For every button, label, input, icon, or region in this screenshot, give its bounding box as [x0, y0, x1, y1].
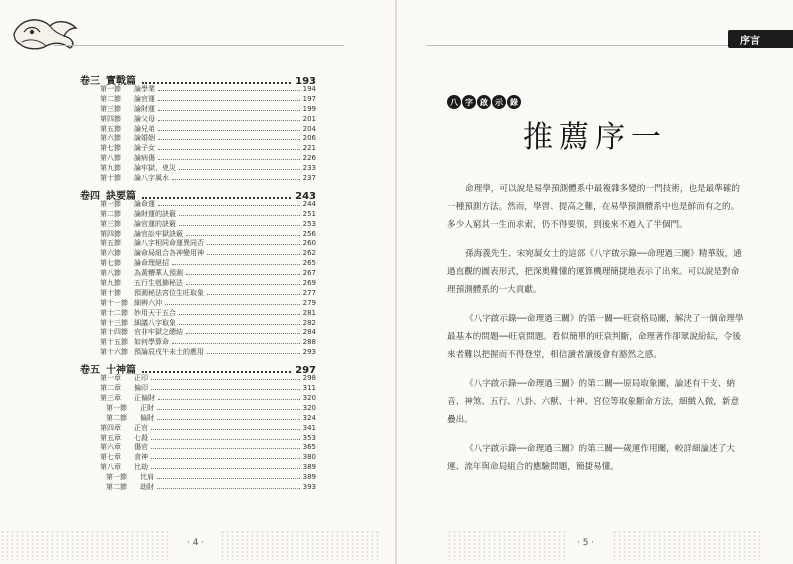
toc-entry-page: 282 [302, 318, 316, 327]
toc-entry-number: 第六節 [100, 249, 121, 258]
toc-leader-dots [179, 314, 300, 315]
toc-entry-page: 389 [302, 473, 316, 482]
toc-entry-title: 論婚姻 [134, 134, 155, 143]
toc-entry-number: 第一節 [100, 199, 121, 208]
toc-entry-page: 267 [302, 269, 316, 278]
toc-leader-dots [158, 205, 300, 206]
toc-volume-heading[interactable] [80, 72, 316, 85]
toc-entry[interactable] [80, 125, 316, 135]
toc-entry[interactable] [80, 434, 316, 444]
toc-entry-title: 傷官 [134, 443, 148, 452]
toc-entry-title: 偏印 [134, 384, 148, 393]
series-label-char: 八 [447, 95, 461, 109]
toc-entry-title: 偏財 [140, 413, 154, 422]
toc-entry-number: 第十一節 [100, 298, 128, 307]
toc-entry-number: 第二節 [100, 94, 121, 103]
toc-leader-dots [172, 264, 300, 265]
toc-entry-page: 389 [302, 463, 316, 472]
toc-leader-dots [158, 130, 300, 131]
toc-leader-dots [151, 458, 300, 459]
toc-entry-number: 第十三節 [100, 318, 128, 327]
toc-entry[interactable] [80, 473, 316, 483]
toc-entry[interactable] [80, 338, 316, 348]
toc-entry[interactable] [80, 144, 316, 154]
toc-leader-dots [179, 215, 300, 216]
toc-entry-title: 論兄弟 [134, 124, 155, 133]
toc-entry-title: 細議八字取象 [134, 318, 176, 327]
scan-noise [447, 530, 567, 560]
toc-entry-title: 論八字相同命運異同否 [134, 239, 204, 248]
toc-leader-dots [207, 353, 300, 354]
toc-entry-title: 論官運 [134, 94, 155, 103]
toc-entry-title: 七殺 [134, 433, 148, 442]
toc-entry-page: 320 [302, 393, 316, 402]
toc-entry-page: 237 [302, 174, 316, 183]
paragraph: 《八字啟示錄──命理過三關》的第一關──旺衰格局關，解決了一個命理學最基本的問題──旺衰問題。看似簡單的旺衰判斷，命理著作卻眾說紛紜，令後來者難以把握而不得登堂，相信讀者讀後會有豁然之感。 [447, 314, 744, 360]
toc-entry-title: 論命理絕招 [134, 259, 169, 268]
toc-leader-dots [165, 304, 300, 305]
toc-entry-title: 為黃糟華人預測 [134, 269, 183, 278]
toc-entry-page: 256 [302, 229, 316, 238]
toc-entry-number: 第二節 [106, 413, 127, 422]
toc-entry[interactable] [80, 384, 316, 394]
toc-entry-title: 劫財 [140, 482, 154, 491]
toc-entry-page: 194 [302, 85, 316, 93]
toc-entry-number: 第九節 [100, 164, 121, 173]
left-page [0, 0, 396, 564]
toc-entry-page: 201 [302, 114, 316, 123]
toc-entry-number: 第四節 [100, 229, 121, 238]
toc-entry-page: 279 [302, 298, 316, 307]
toc-entry-number: 第十六節 [100, 348, 128, 357]
toc-page-number: 193 [295, 76, 316, 87]
toc-entry[interactable] [80, 299, 316, 309]
toc-page-number: 297 [295, 365, 316, 377]
toc-leader-dots [151, 429, 300, 430]
toc-leader-dots [158, 139, 300, 140]
toc-entry-page: 281 [302, 308, 316, 317]
toc-entry-title: 論官訟牢獄訣竅 [134, 229, 183, 238]
toc-volume-heading[interactable] [80, 361, 316, 377]
toc-entry-title: 比肩 [140, 473, 154, 482]
toc-entry-number: 第七章 [100, 453, 121, 462]
page-number-left: · 4 · [187, 538, 205, 548]
toc-entry[interactable] [80, 394, 316, 404]
toc-entry-title: 五行生剋篩秘法 [134, 279, 183, 288]
series-label-char: 錄 [507, 95, 521, 109]
toc-entry-title: 論牢獄、兇災 [134, 164, 176, 173]
toc-entry-title: 論病傷 [134, 154, 155, 163]
paragraph: 《八字啟示錄──命理過三關》的第二關──原局取象關，論述有干支、納音、神煞、五行、八卦、六獸、十神、宮位等取象斷命方法，細緻入微，新意疊出。 [447, 379, 740, 425]
toc-entry-title: 食神 [134, 453, 148, 462]
toc-entry-title: 如何學算命 [134, 338, 169, 347]
toc-entry-page: 197 [302, 94, 316, 103]
toc-entry-title: 論官運的訣竅 [134, 219, 176, 228]
toc-leader-dots [207, 254, 300, 255]
toc-entry[interactable] [80, 200, 316, 210]
toc-entry[interactable] [80, 463, 316, 473]
toc-leader-dots [186, 235, 300, 236]
toc-entry-number: 第三節 [100, 219, 121, 228]
toc-entry[interactable] [80, 154, 316, 164]
toc-entry-number: 第十四節 [100, 328, 128, 337]
toc-entry[interactable] [80, 483, 316, 493]
toc-entry-number: 第十節 [100, 288, 121, 297]
toc-entry[interactable] [80, 239, 316, 249]
toc-leader-dots [158, 100, 300, 101]
toc-volume-title: 十神篇 [106, 365, 136, 377]
toc-volume-number: 卷五 [80, 365, 100, 377]
section-tab-label: 序言 [740, 36, 760, 47]
toc-entry-page: 380 [302, 453, 316, 462]
toc-leader-dots [186, 274, 300, 275]
toc-entry[interactable] [80, 115, 316, 125]
toc-entry-title: 預測秘法宮位生旺取象 [134, 288, 204, 297]
toc-leader-dots [179, 225, 300, 226]
toc-entry-title: 預論辰戌午未土的應用 [134, 348, 204, 357]
toc-entry-title: 正官 [134, 423, 148, 432]
toc-leader-dots [157, 488, 300, 489]
toc-leader-dots [151, 448, 300, 449]
toc-entry-page: 226 [302, 154, 316, 163]
toc-entry-page: 233 [302, 164, 316, 173]
toc-entry-number: 第六章 [100, 443, 121, 452]
toc-volume-number: 卷四 [80, 190, 100, 202]
toc-entry-page: 353 [302, 433, 316, 442]
toc-entry-title: 正偏財 [134, 393, 155, 402]
toc-entry[interactable] [80, 249, 316, 259]
scan-noise [220, 530, 380, 560]
toc-entry-page: 341 [302, 423, 316, 432]
toc-entry-page: 288 [302, 338, 316, 347]
toc-entry-page: 393 [302, 482, 316, 491]
toc-leader-dots [142, 197, 291, 199]
toc-entry-page: 293 [302, 348, 316, 357]
toc-volume-title: 實戰篇 [106, 76, 136, 87]
toc-entry[interactable] [80, 443, 316, 453]
toc-entry-title: 正印 [134, 374, 148, 383]
toc-entry[interactable] [80, 328, 316, 338]
scan-noise [612, 530, 762, 560]
toc-leader-dots [207, 244, 300, 245]
toc-leader-dots [179, 169, 300, 170]
toc-entry-number: 第五章 [100, 433, 121, 442]
toc-entry-page: 311 [302, 384, 316, 393]
toc-entry[interactable] [80, 289, 316, 299]
section-tab [728, 30, 793, 48]
toc-entry-number: 第十節 [100, 174, 121, 183]
toc-entry-number: 第五節 [100, 124, 121, 133]
toc-entry-number: 第一節 [106, 473, 127, 482]
toc-entry-title: 細辨六沖 [134, 298, 162, 307]
toc-leader-dots [158, 110, 300, 111]
toc-leader-dots [142, 371, 291, 373]
header-rule [427, 45, 757, 46]
toc-entry-title: 論學業 [134, 85, 155, 93]
toc-entry-title: 論命局組合各神變用神 [134, 249, 204, 258]
toc-entry-page: 269 [302, 279, 316, 288]
toc-entry[interactable] [80, 269, 316, 279]
toc-entry-number: 第六節 [100, 134, 121, 143]
toc-leader-dots [157, 478, 300, 479]
toc-entry-number: 第二章 [100, 384, 121, 393]
toc-entry-title: 論命運 [134, 199, 155, 208]
toc-entry-title: 妙用天干五合 [134, 308, 176, 317]
toc-leader-dots [186, 333, 300, 334]
toc-entry[interactable] [80, 105, 316, 115]
toc-entry-page: 204 [302, 124, 316, 133]
toc-entry-number: 第三節 [100, 104, 121, 113]
toc-leader-dots [172, 343, 300, 344]
toc-entry-page: 265 [302, 259, 316, 268]
toc-leader-dots [151, 439, 300, 440]
toc-entry-page: 298 [302, 374, 316, 383]
toc-entry[interactable] [80, 174, 316, 184]
toc-entry-number: 第二節 [100, 209, 121, 218]
toc-leader-dots [186, 284, 300, 285]
toc-entry-title: 論八字風水 [134, 174, 169, 183]
dragon-logo-icon [10, 12, 82, 52]
series-label [447, 95, 521, 109]
toc-entry-page: 262 [302, 249, 316, 258]
toc-entry-number: 第三章 [100, 393, 121, 402]
toc-entry-number: 第一章 [100, 374, 121, 383]
toc-entry[interactable] [80, 348, 316, 358]
series-label-char: 啟 [477, 95, 491, 109]
toc-leader-dots [157, 419, 300, 420]
table-of-contents [80, 72, 316, 493]
toc-entry-number: 第十五節 [100, 338, 128, 347]
toc-entry-title: 論財運的訣竅 [134, 209, 176, 218]
toc-entry-page: 284 [302, 328, 316, 337]
toc-leader-dots [158, 90, 300, 91]
toc-entry-page: 251 [302, 209, 316, 218]
toc-entry-number: 第一節 [106, 403, 127, 412]
toc-entry-page: 320 [302, 403, 316, 412]
toc-entry[interactable] [80, 220, 316, 230]
toc-entry-number: 第四章 [100, 423, 121, 432]
toc-entry[interactable] [80, 134, 316, 144]
toc-entry-title: 比劫 [134, 463, 148, 472]
toc-entry-number: 第一節 [100, 85, 121, 93]
toc-entry-page: 199 [302, 104, 316, 113]
toc-entry[interactable] [80, 309, 316, 319]
toc-entry-number: 第十二節 [100, 308, 128, 317]
toc-entry[interactable] [80, 259, 316, 269]
toc-entry-page: 253 [302, 219, 316, 228]
toc-leader-dots [142, 82, 291, 84]
toc-entry-number: 第七節 [100, 144, 121, 153]
toc-entry[interactable] [80, 453, 316, 463]
toc-entry-page: 365 [302, 443, 316, 452]
toc-leader-dots [157, 409, 300, 410]
toc-entry[interactable] [80, 164, 316, 174]
toc-entry-title: 論子女 [134, 144, 155, 153]
page-title: 推薦序一 [523, 120, 667, 155]
toc-leader-dots [158, 149, 300, 150]
series-label-char: 字 [462, 95, 476, 109]
toc-volume-heading[interactable] [80, 187, 316, 200]
foreword-body [447, 180, 747, 487]
right-page [397, 0, 793, 564]
toc-entry-page: 324 [302, 413, 316, 422]
toc-leader-dots [158, 399, 300, 400]
toc-leader-dots [151, 379, 300, 380]
toc-page-number: 243 [295, 190, 316, 202]
toc-entry-page: 221 [302, 144, 316, 153]
toc-entry-number: 第二節 [106, 482, 127, 491]
toc-leader-dots [172, 179, 300, 180]
toc-leader-dots [151, 389, 300, 390]
paragraph: 命理學，可以說是易學預測體系中最複雜多變的一門技術，也是最準確的一種預測方法。然而，學習、提高之難，在易學預測體系中也是鮮而有之的。多少人窮其一生而求索，仍不得要領，到後來不過入了半個門。 [447, 184, 741, 230]
toc-entry-page: 244 [302, 199, 316, 208]
paragraph: 孫海義先生、宋宛凝女士的這部《八字啟示錄──命理過三關》精華版，通過直觀的圖表形式，把深奧難懂的運算機理簡捷地表示了出來。可以說是對命理預測體系的一大貢獻。 [447, 249, 742, 295]
toc-entry-number: 第四節 [100, 114, 121, 123]
paragraph: 《八字啟示錄──命理過三關》的第三關──歲運作用關，較詳細論述了大運、流年與命局組合的應驗問題，簡捷易懂。 [447, 444, 735, 472]
toc-leader-dots [179, 324, 300, 325]
scan-noise [0, 530, 170, 560]
toc-leader-dots [158, 120, 300, 121]
toc-entry[interactable] [80, 230, 316, 240]
toc-entry-title: 論父母 [134, 114, 155, 123]
toc-entry-page: 277 [302, 288, 316, 297]
series-label-char: 示 [492, 95, 506, 109]
toc-entry[interactable] [80, 414, 316, 424]
toc-entry-number: 第九節 [100, 279, 121, 288]
toc-entry-page: 260 [302, 239, 316, 248]
toc-entry[interactable] [80, 404, 316, 414]
toc-entry-title: 官非牢獄之總結 [134, 328, 183, 337]
toc-entry-number: 第八章 [100, 463, 121, 472]
toc-entry-number: 第八節 [100, 154, 121, 163]
toc-entry-title: 論財運 [134, 104, 155, 113]
toc-leader-dots [207, 294, 300, 295]
toc-entry[interactable] [80, 95, 316, 105]
toc-entry-page: 206 [302, 134, 316, 143]
toc-leader-dots [158, 159, 300, 160]
toc-entry-number: 第五節 [100, 239, 121, 248]
page-number-right: · 5 · [577, 538, 595, 548]
toc-entry[interactable] [80, 319, 316, 329]
toc-entry[interactable] [80, 424, 316, 434]
toc-entry[interactable] [80, 85, 316, 95]
toc-volume-title: 訣要篇 [106, 190, 136, 202]
toc-entry[interactable] [80, 374, 316, 384]
toc-entry-number: 第八節 [100, 269, 121, 278]
toc-entry[interactable] [80, 210, 316, 220]
toc-volume-number: 卷三 [80, 76, 100, 87]
toc-entry-number: 第七節 [100, 259, 121, 268]
toc-entry-title: 正財 [140, 403, 154, 412]
header-rule [54, 45, 344, 46]
toc-leader-dots [151, 468, 300, 469]
toc-entry[interactable] [80, 279, 316, 289]
